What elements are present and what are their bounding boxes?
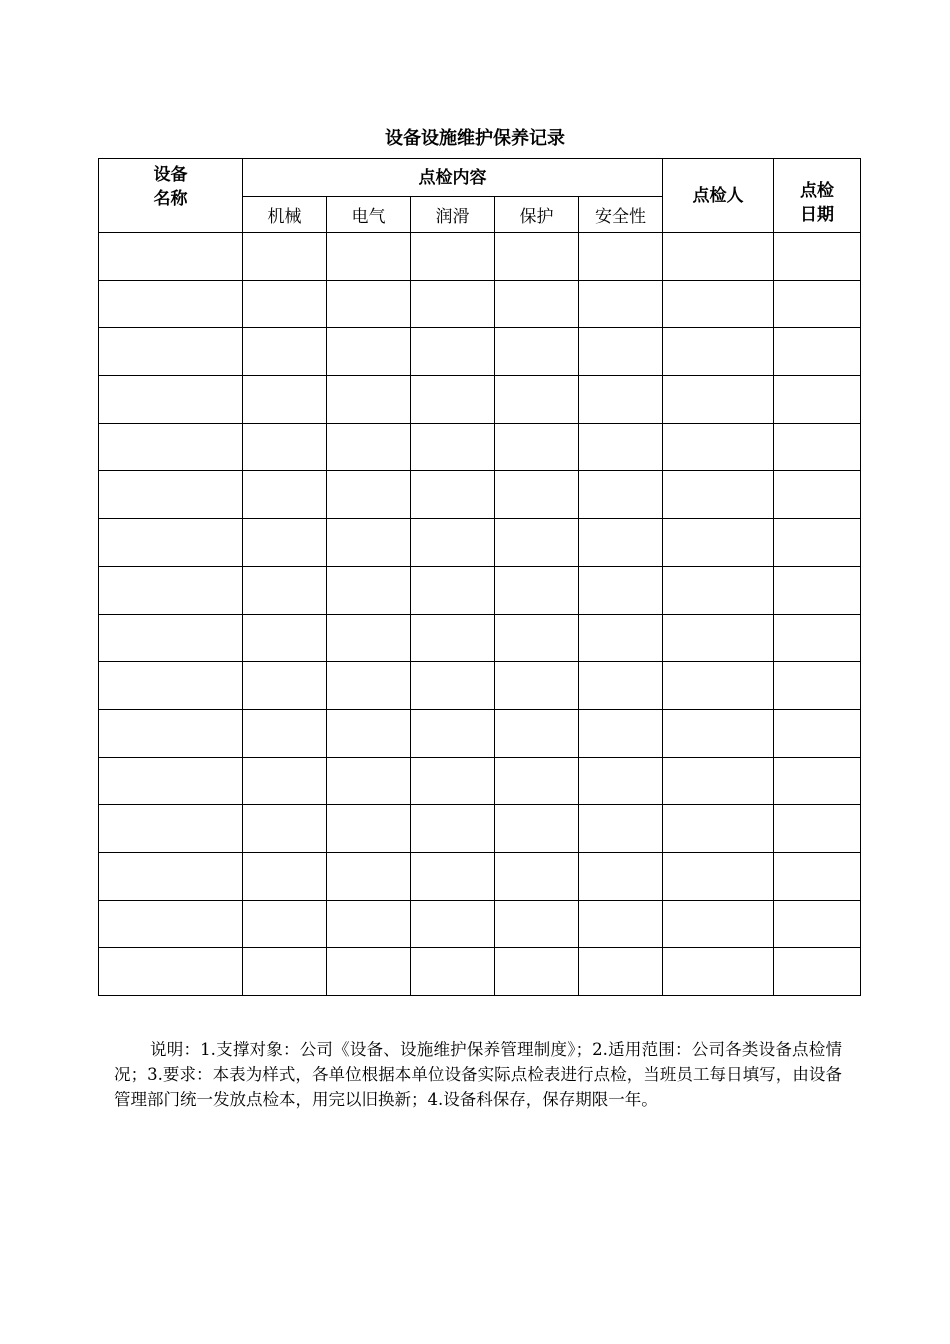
table-cell[interactable] [411, 566, 495, 614]
table-cell[interactable] [663, 280, 774, 328]
table-cell[interactable] [327, 757, 411, 805]
equipment-name-header [99, 159, 243, 233]
table-cell[interactable] [327, 805, 411, 853]
table-cell[interactable] [243, 852, 327, 900]
table-cell[interactable] [774, 519, 861, 567]
table-cell[interactable] [495, 805, 579, 853]
table-cell[interactable] [495, 852, 579, 900]
table-row [99, 423, 861, 471]
table-cell[interactable] [99, 805, 243, 853]
table-cell[interactable] [579, 423, 663, 471]
table-cell[interactable] [579, 900, 663, 948]
table-cell[interactable] [663, 328, 774, 376]
table-cell[interactable] [99, 233, 243, 281]
table-cell[interactable] [774, 948, 861, 996]
table-cell[interactable] [663, 471, 774, 519]
table-cell[interactable] [99, 662, 243, 710]
table-cell[interactable] [495, 757, 579, 805]
table-cell[interactable] [774, 662, 861, 710]
table-cell[interactable] [663, 233, 774, 281]
table-cell[interactable] [243, 614, 327, 662]
inspection-date-header-line2: 日期 [800, 205, 835, 225]
equipment-name-header-line1: 设备 [153, 165, 188, 185]
table-cell[interactable] [243, 566, 327, 614]
table-cell[interactable] [663, 519, 774, 567]
table-row [99, 662, 861, 710]
table-cell[interactable] [774, 709, 861, 757]
table-cell[interactable] [411, 757, 495, 805]
table-cell[interactable] [411, 233, 495, 281]
table-cell[interactable] [243, 423, 327, 471]
table-cell[interactable] [495, 662, 579, 710]
table-cell[interactable] [99, 900, 243, 948]
table-cell[interactable] [99, 328, 243, 376]
table-row [99, 709, 861, 757]
table-cell[interactable] [495, 233, 579, 281]
table-cell[interactable] [774, 423, 861, 471]
table-row [99, 852, 861, 900]
table-cell[interactable] [99, 376, 243, 424]
note-paragraph: 说明：1.支撑对象：公司《设备、设施维护保养管理制度》；2.适用范围：公司各类设备点检情况；3.要求：本表为样式，各单位根据本单位设备实际点检表进行点检，当班员工每日填写，由设备管理部门统一发放点检本，用完以旧换新；4.设备科保存，保存期限一年。 [114, 1039, 842, 1109]
table-cell[interactable] [495, 471, 579, 519]
table-cell[interactable] [663, 709, 774, 757]
table-row [99, 900, 861, 948]
table-cell[interactable] [774, 233, 861, 281]
table-cell[interactable] [774, 757, 861, 805]
table-row [99, 376, 861, 424]
table-cell[interactable] [99, 566, 243, 614]
table-cell[interactable] [579, 757, 663, 805]
sub-header-safety: 安全性 [579, 197, 663, 233]
table-cell[interactable] [243, 900, 327, 948]
table-cell[interactable] [495, 519, 579, 567]
table-cell[interactable] [411, 328, 495, 376]
table-cell[interactable] [495, 566, 579, 614]
table-cell[interactable] [774, 900, 861, 948]
table-cell[interactable] [243, 948, 327, 996]
table-cell[interactable] [327, 376, 411, 424]
table-cell[interactable] [663, 662, 774, 710]
table-cell[interactable] [579, 852, 663, 900]
table-cell[interactable] [579, 280, 663, 328]
table-cell[interactable] [243, 662, 327, 710]
table-cell[interactable] [243, 280, 327, 328]
table-cell[interactable] [327, 614, 411, 662]
table-cell[interactable] [243, 471, 327, 519]
table-cell[interactable] [579, 662, 663, 710]
table-cell[interactable] [99, 519, 243, 567]
table-cell[interactable] [663, 900, 774, 948]
table-cell[interactable] [663, 852, 774, 900]
table-cell[interactable] [411, 614, 495, 662]
table-cell[interactable] [495, 280, 579, 328]
table-cell[interactable] [495, 948, 579, 996]
table-cell[interactable] [579, 328, 663, 376]
table-cell[interactable] [411, 805, 495, 853]
table-cell[interactable] [243, 519, 327, 567]
table-cell[interactable] [411, 709, 495, 757]
sub-header-lubrication: 润滑 [411, 197, 495, 233]
sub-header-protection: 保护 [495, 197, 579, 233]
table-row [99, 471, 861, 519]
table-cell[interactable] [327, 471, 411, 519]
table-cell[interactable] [579, 519, 663, 567]
table-cell[interactable] [99, 614, 243, 662]
table-cell[interactable] [411, 471, 495, 519]
table-cell[interactable] [243, 233, 327, 281]
table-cell[interactable] [99, 709, 243, 757]
table-row [99, 948, 861, 996]
table-cell[interactable] [327, 948, 411, 996]
table-cell[interactable] [663, 757, 774, 805]
table-cell[interactable] [327, 900, 411, 948]
inspection-date-header-line1: 点检 [800, 181, 835, 201]
table-cell[interactable] [774, 280, 861, 328]
inspector-header: 点检人 [663, 159, 774, 233]
table-cell[interactable] [99, 471, 243, 519]
table-row [99, 233, 861, 281]
table-cell[interactable] [579, 376, 663, 424]
table-row [99, 805, 861, 853]
inspection-content-header: 点检内容 [243, 159, 663, 197]
table-cell[interactable] [411, 900, 495, 948]
table-cell[interactable] [495, 900, 579, 948]
table-cell[interactable] [495, 614, 579, 662]
table-cell[interactable] [327, 852, 411, 900]
table-cell[interactable] [99, 757, 243, 805]
table-cell[interactable] [99, 852, 243, 900]
table-cell[interactable] [774, 805, 861, 853]
table-cell[interactable] [327, 709, 411, 757]
table-cell[interactable] [411, 662, 495, 710]
table-cell[interactable] [327, 662, 411, 710]
table-cell[interactable] [579, 948, 663, 996]
table-cell[interactable] [327, 423, 411, 471]
table-cell[interactable] [774, 328, 861, 376]
table-cell[interactable] [579, 471, 663, 519]
table-row [99, 614, 861, 662]
table-cell[interactable] [243, 805, 327, 853]
table-cell[interactable] [663, 805, 774, 853]
table-cell[interactable] [495, 328, 579, 376]
table-cell[interactable] [663, 948, 774, 996]
table-row [99, 519, 861, 567]
table-cell[interactable] [99, 948, 243, 996]
table-cell[interactable] [411, 423, 495, 471]
table-cell[interactable] [663, 376, 774, 424]
inspection-date-header [774, 159, 861, 233]
sub-header-electrical: 电气 [327, 197, 411, 233]
table-cell[interactable] [663, 566, 774, 614]
table-cell[interactable] [243, 709, 327, 757]
table-cell[interactable] [774, 614, 861, 662]
sub-header-mechanical: 机械 [243, 197, 327, 233]
table-cell[interactable] [774, 566, 861, 614]
table-row [99, 757, 861, 805]
table-cell[interactable] [579, 805, 663, 853]
table-cell[interactable] [495, 709, 579, 757]
maintenance-record-table [98, 158, 861, 996]
table-cell[interactable] [243, 328, 327, 376]
table-cell[interactable] [411, 519, 495, 567]
table-cell[interactable] [774, 471, 861, 519]
table-cell[interactable] [243, 757, 327, 805]
document-title: 设备设施维护保养记录 [385, 128, 565, 149]
table-cell[interactable] [411, 280, 495, 328]
table-cell[interactable] [495, 423, 579, 471]
table-cell[interactable] [99, 280, 243, 328]
table-cell[interactable] [327, 566, 411, 614]
record-body [99, 233, 861, 996]
table-cell[interactable] [579, 233, 663, 281]
table-cell[interactable] [663, 423, 774, 471]
table-cell[interactable] [579, 566, 663, 614]
table-cell[interactable] [327, 280, 411, 328]
table-cell[interactable] [411, 376, 495, 424]
table-row [99, 566, 861, 614]
equipment-name-header-line2: 名称 [153, 189, 188, 209]
table-cell[interactable] [663, 614, 774, 662]
table-cell[interactable] [579, 614, 663, 662]
table-cell[interactable] [411, 852, 495, 900]
table-cell[interactable] [243, 376, 327, 424]
table-cell[interactable] [774, 376, 861, 424]
table-cell[interactable] [774, 852, 861, 900]
table-cell[interactable] [411, 948, 495, 996]
table-cell[interactable] [579, 709, 663, 757]
table-cell[interactable] [327, 233, 411, 281]
table-row [99, 328, 861, 376]
table-row [99, 280, 861, 328]
table-cell[interactable] [327, 328, 411, 376]
table-cell[interactable] [99, 423, 243, 471]
table-cell[interactable] [327, 519, 411, 567]
table-cell[interactable] [495, 376, 579, 424]
